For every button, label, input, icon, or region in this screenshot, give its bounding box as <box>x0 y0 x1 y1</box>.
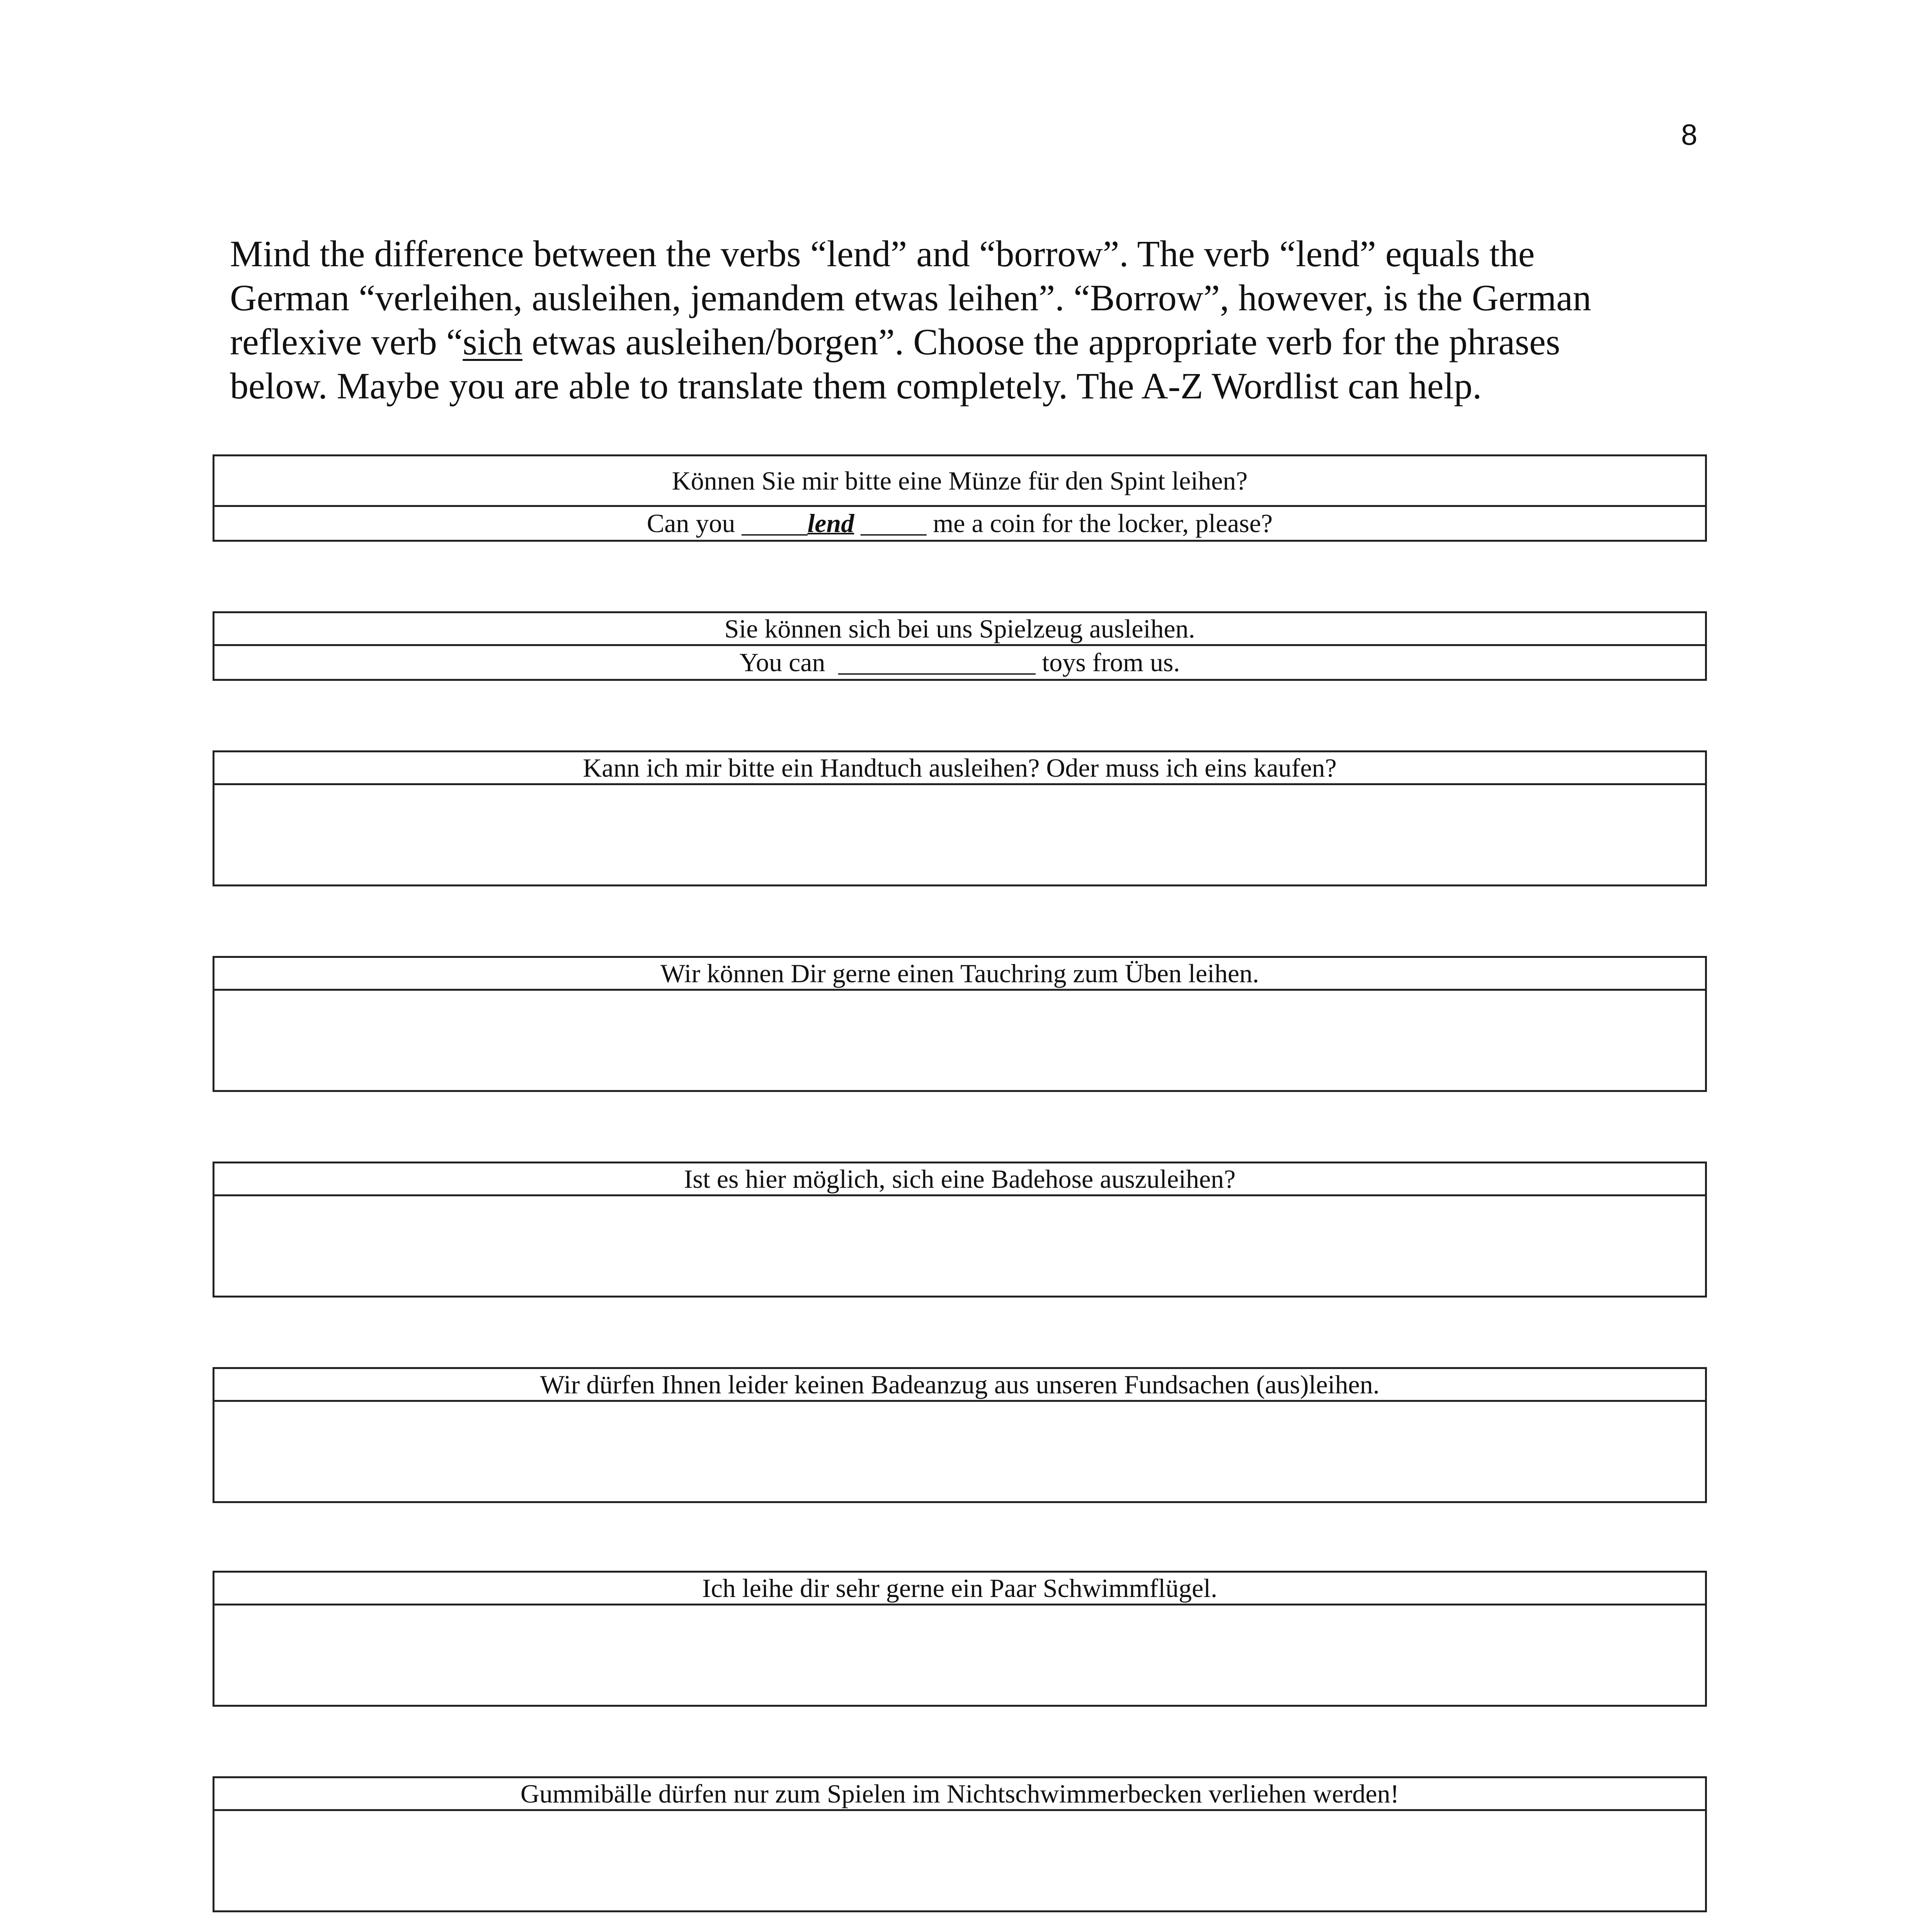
exercise-table-4 <box>213 956 1707 1092</box>
german-sentence: Gummibälle dürfen nur zum Spielen im Nichtschwimmerbecken verliehen werden! <box>214 1778 1705 1811</box>
exercise-table-1 <box>213 454 1707 542</box>
exercise-table-7 <box>213 1571 1707 1707</box>
translation-text: Can you <box>647 509 742 538</box>
instructions-text: etwas ausleihen/borgen”. Choose the appropriate verb for the phrases <box>522 321 1560 362</box>
instructions-line: German “verleihen, ausleihen, jemandem etwas leihen”. “Borrow”, however, is the German <box>230 277 1591 318</box>
translation-cell <box>214 785 1705 884</box>
english-translation <box>214 646 1705 679</box>
instructions-text: reflexive verb “ <box>230 321 463 362</box>
exercise-table-2 <box>213 611 1707 681</box>
translation-cell <box>214 1196 1705 1296</box>
page-number: 8 <box>1681 119 1698 151</box>
translation-text: You can <box>739 648 839 677</box>
german-sentence: Ist es hier möglich, sich eine Badehose auszuleihen? <box>214 1163 1705 1196</box>
blank-line: _____ <box>742 509 808 538</box>
translation-text: toys from us. <box>1035 648 1180 677</box>
translation-cell <box>214 991 1705 1090</box>
blank-line: _____ <box>854 509 927 538</box>
exercise-table-3 <box>213 750 1707 886</box>
german-sentence: Ich leihe dir sehr gerne ein Paar Schwimmflügel. <box>214 1573 1705 1605</box>
blank-line: _______________ <box>838 648 1036 677</box>
english-translation <box>214 507 1705 540</box>
underlined-word: sich <box>463 321 522 362</box>
exercise-table-5 <box>213 1162 1707 1298</box>
exercise-table-6 <box>213 1367 1707 1503</box>
german-sentence: Sie können sich bei uns Spielzeug ausleihen. <box>214 613 1705 646</box>
german-sentence: Können Sie mir bitte eine Münze für den Spint leihen? <box>214 456 1705 507</box>
translation-cell <box>214 1402 1705 1501</box>
instructions-line: below. Maybe you are able to translate them completely. The A-Z Wordlist can help. <box>230 365 1482 406</box>
translation-cell <box>214 1811 1705 1910</box>
german-sentence: Kann ich mir bitte ein Handtuch ausleihen? Oder muss ich eins kaufen? <box>214 752 1705 785</box>
translation-text: me a coin for the locker, please? <box>926 509 1273 538</box>
instructions-line: Mind the difference between the verbs “lend” and “borrow”. The verb “lend” equals the <box>230 233 1535 274</box>
instructions-paragraph <box>230 232 1591 408</box>
exercise-table-8 <box>213 1776 1707 1912</box>
example-answer: lend <box>807 509 854 538</box>
german-sentence: Wir können Dir gerne einen Tauchring zum Üben leihen. <box>214 958 1705 991</box>
instructions-line <box>230 320 1591 364</box>
translation-cell <box>214 1605 1705 1705</box>
german-sentence: Wir dürfen Ihnen leider keinen Badeanzug aus unseren Fundsachen (aus)leihen. <box>214 1369 1705 1402</box>
